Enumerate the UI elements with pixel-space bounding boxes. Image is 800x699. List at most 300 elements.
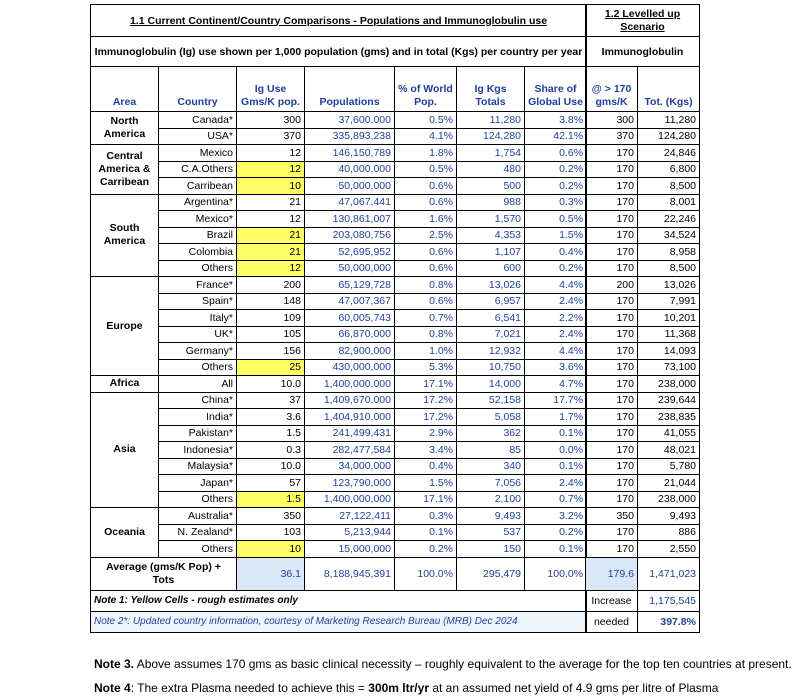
table-row — [91, 244, 587, 261]
ig-kgs-cell: 150 — [457, 541, 525, 558]
totals-share: 100.0% — [525, 557, 587, 590]
world-pop-cell: 0.6% — [395, 244, 457, 261]
table-row — [91, 211, 587, 228]
side-tot-cell: 8,500 — [638, 260, 700, 277]
country-cell: Canada* — [159, 112, 237, 129]
population-cell: 50,000,000 — [305, 260, 395, 277]
world-pop-cell: 0.4% — [395, 458, 457, 475]
table-row — [586, 260, 700, 277]
area-cell: Central America & Carribean — [91, 145, 159, 195]
share-cell: 4.4% — [525, 277, 587, 294]
table-row — [91, 277, 587, 294]
country-cell: Brazil — [159, 227, 237, 244]
share-cell: 0.5% — [525, 211, 587, 228]
table-row — [91, 425, 587, 442]
side-gms-cell: 170 — [586, 293, 638, 310]
population-cell: 37,600,000 — [305, 112, 395, 129]
world-pop-cell: 1.0% — [395, 343, 457, 360]
table-row — [91, 541, 587, 558]
world-pop-cell: 17.2% — [395, 392, 457, 409]
population-cell: 65,129,728 — [305, 277, 395, 294]
table-row — [586, 310, 700, 327]
needed-label: needed — [586, 611, 638, 632]
ig-kgs-cell: 10,750 — [457, 359, 525, 376]
side-tot-cell: 21,044 — [638, 475, 700, 492]
table-row — [91, 524, 587, 541]
table-row — [586, 409, 700, 426]
col-ig-use: Ig Use Gms/K pop. — [237, 67, 305, 112]
population-cell: 1,409,670,000 — [305, 392, 395, 409]
ig-kgs-cell: 11,280 — [457, 112, 525, 129]
col-side-tot: Tot. (Kgs) — [638, 67, 700, 112]
share-cell: 0.3% — [525, 194, 587, 211]
side-gms-cell: 170 — [586, 194, 638, 211]
ig-kgs-cell: 1,754 — [457, 145, 525, 162]
ig-kgs-cell: 1,107 — [457, 244, 525, 261]
side-tot-cell: 10,201 — [638, 310, 700, 327]
col-world-pop: % of World Pop. — [395, 67, 457, 112]
side-tot-cell: 8,001 — [638, 194, 700, 211]
ig-use-cell: 156 — [237, 343, 305, 360]
share-cell: 0.0% — [525, 442, 587, 459]
ig-use-cell: 0.3 — [237, 442, 305, 459]
ig-kgs-cell: 5,058 — [457, 409, 525, 426]
ig-use-cell: 10 — [237, 541, 305, 558]
share-cell: 0.7% — [525, 491, 587, 508]
world-pop-cell: 0.6% — [395, 194, 457, 211]
country-cell: Pakistan* — [159, 425, 237, 442]
side-gms-cell: 170 — [586, 524, 638, 541]
world-pop-cell: 17.1% — [395, 376, 457, 393]
table-row — [586, 194, 700, 211]
ig-kgs-cell: 988 — [457, 194, 525, 211]
world-pop-cell: 0.2% — [395, 541, 457, 558]
note-1: Note 1: Yellow Cells - rough estimates only — [91, 590, 587, 611]
side-tot-cell: 5,780 — [638, 458, 700, 475]
ig-use-cell: 103 — [237, 524, 305, 541]
side-tot-cell: 11,280 — [638, 112, 700, 129]
share-cell: 0.1% — [525, 425, 587, 442]
ig-use-cell: 1.5 — [237, 491, 305, 508]
table-row — [586, 442, 700, 459]
ig-use-cell: 200 — [237, 277, 305, 294]
ig-kgs-cell: 6,541 — [457, 310, 525, 327]
world-pop-cell: 3.4% — [395, 442, 457, 459]
table-row — [91, 128, 587, 145]
table-row — [91, 194, 587, 211]
country-cell: Colombia — [159, 244, 237, 261]
population-cell: 50,000,000 — [305, 178, 395, 195]
world-pop-cell: 17.2% — [395, 409, 457, 426]
col-populations: Populations — [305, 67, 395, 112]
share-cell: 4.7% — [525, 376, 587, 393]
world-pop-cell: 0.5% — [395, 161, 457, 178]
table-row — [586, 178, 700, 195]
population-cell: 47,067,441 — [305, 194, 395, 211]
side-tot-cell: 7,991 — [638, 293, 700, 310]
country-cell: Spain* — [159, 293, 237, 310]
table-row — [586, 425, 700, 442]
population-cell: 123,790,000 — [305, 475, 395, 492]
country-cell: India* — [159, 409, 237, 426]
side-gms-cell: 170 — [586, 178, 638, 195]
world-pop-cell: 0.7% — [395, 310, 457, 327]
country-cell: Others — [159, 491, 237, 508]
table-row — [586, 227, 700, 244]
world-pop-cell: 2.5% — [395, 227, 457, 244]
population-cell: 146,150,789 — [305, 145, 395, 162]
share-cell: 1.5% — [525, 227, 587, 244]
population-cell: 203,080,756 — [305, 227, 395, 244]
side-gms-cell: 170 — [586, 425, 638, 442]
ig-kgs-cell: 124,280 — [457, 128, 525, 145]
ig-kgs-cell: 537 — [457, 524, 525, 541]
world-pop-cell: 0.5% — [395, 112, 457, 129]
main-table — [90, 4, 587, 633]
side-gms-cell: 170 — [586, 541, 638, 558]
side-tot-cell: 886 — [638, 524, 700, 541]
world-pop-cell: 1.8% — [395, 145, 457, 162]
side-gms-cell: 170 — [586, 409, 638, 426]
side-tot-cell: 124,280 — [638, 128, 700, 145]
table-row — [91, 326, 587, 343]
world-pop-cell: 0.1% — [395, 524, 457, 541]
table-row — [91, 145, 587, 162]
population-cell: 52,695,952 — [305, 244, 395, 261]
ig-use-cell: 37 — [237, 392, 305, 409]
country-cell: Mexico* — [159, 211, 237, 228]
table-row — [586, 524, 700, 541]
country-cell: Carribean — [159, 178, 237, 195]
share-cell: 0.2% — [525, 260, 587, 277]
population-cell: 66,870,000 — [305, 326, 395, 343]
country-cell: N. Zealand* — [159, 524, 237, 541]
population-cell: 40,000,000 — [305, 161, 395, 178]
side-gms-cell: 370 — [586, 128, 638, 145]
side-tot-cell: 8,958 — [638, 244, 700, 261]
ig-kgs-cell: 6,957 — [457, 293, 525, 310]
share-cell: 2.4% — [525, 293, 587, 310]
population-cell: 1,400,000,000 — [305, 376, 395, 393]
population-cell: 34,000,000 — [305, 458, 395, 475]
population-cell: 1,400,000,000 — [305, 491, 395, 508]
country-cell: UK* — [159, 326, 237, 343]
side-tot-cell: 22,246 — [638, 211, 700, 228]
table-row — [586, 475, 700, 492]
side-tot-cell: 8,500 — [638, 178, 700, 195]
share-cell: 3.6% — [525, 359, 587, 376]
ig-use-cell: 300 — [237, 112, 305, 129]
population-cell: 60,005,743 — [305, 310, 395, 327]
share-cell: 0.4% — [525, 244, 587, 261]
share-cell: 0.2% — [525, 161, 587, 178]
ig-use-cell: 12 — [237, 161, 305, 178]
world-pop-cell: 0.6% — [395, 178, 457, 195]
population-cell: 1,404,910,000 — [305, 409, 395, 426]
side-gms-cell: 170 — [586, 310, 638, 327]
side-tot-cell: 6,800 — [638, 161, 700, 178]
world-pop-cell: 2.9% — [395, 425, 457, 442]
country-cell: France* — [159, 277, 237, 294]
table-row — [91, 260, 587, 277]
col-side-gms: @ > 170 gms/K — [586, 67, 638, 112]
country-cell: Others — [159, 541, 237, 558]
table-row — [91, 359, 587, 376]
increase-value: 1,175,545 — [638, 590, 700, 611]
col-country: Country — [159, 67, 237, 112]
area-cell: Europe — [91, 277, 159, 376]
world-pop-cell: 5.3% — [395, 359, 457, 376]
side-tot-cell: 34,524 — [638, 227, 700, 244]
totals-row — [91, 557, 587, 590]
ig-use-cell: 10.0 — [237, 376, 305, 393]
share-cell: 0.2% — [525, 524, 587, 541]
ig-use-cell: 21 — [237, 244, 305, 261]
area-cell: Asia — [91, 392, 159, 508]
side-gms-cell: 170 — [586, 475, 638, 492]
share-cell: 4.4% — [525, 343, 587, 360]
world-pop-cell: 17.1% — [395, 491, 457, 508]
side-gms-cell: 170 — [586, 211, 638, 228]
share-cell: 1.7% — [525, 409, 587, 426]
totals-wp: 100.0% — [395, 557, 457, 590]
country-cell: China* — [159, 392, 237, 409]
side-gms-cell: 170 — [586, 359, 638, 376]
table-row — [586, 359, 700, 376]
world-pop-cell: 4.1% — [395, 128, 457, 145]
ig-use-cell: 148 — [237, 293, 305, 310]
country-cell: Mexico — [159, 145, 237, 162]
table-row — [586, 244, 700, 261]
country-cell: Others — [159, 359, 237, 376]
ig-use-cell: 21 — [237, 227, 305, 244]
side-tot-cell: 238,835 — [638, 409, 700, 426]
totals-pop: 8,188,945,391 — [305, 557, 395, 590]
table-row — [91, 491, 587, 508]
area-cell: South America — [91, 194, 159, 277]
note-3: Note 3. Above assumes 170 gms as basic clinical necessity – roughly equivalent to the average for the top ten countries at present. — [94, 657, 792, 671]
table-row — [586, 541, 700, 558]
ig-kgs-cell: 9,493 — [457, 508, 525, 525]
side-gms-cell: 170 — [586, 326, 638, 343]
population-cell: 241,499,431 — [305, 425, 395, 442]
table-row — [586, 293, 700, 310]
totals-ig: 36.1 — [237, 557, 305, 590]
col-share: Share of Global Use — [525, 67, 587, 112]
side-gms-cell: 170 — [586, 145, 638, 162]
world-pop-cell: 1.6% — [395, 211, 457, 228]
ig-use-cell: 105 — [237, 326, 305, 343]
table-row — [91, 161, 587, 178]
table-row — [91, 227, 587, 244]
side-tot-cell: 239,644 — [638, 392, 700, 409]
table-row — [91, 343, 587, 360]
side-tot-cell: 9,493 — [638, 508, 700, 525]
ig-use-cell: 1.5 — [237, 425, 305, 442]
side-tot-cell: 11,368 — [638, 326, 700, 343]
needed-value: 397.8% — [638, 611, 700, 632]
population-cell: 15,000,000 — [305, 541, 395, 558]
ig-use-cell: 350 — [237, 508, 305, 525]
population-cell: 130,861,007 — [305, 211, 395, 228]
side-tot-cell: 73,100 — [638, 359, 700, 376]
country-cell: Indonesia* — [159, 442, 237, 459]
table-row — [91, 392, 587, 409]
side-tot-cell: 48,021 — [638, 442, 700, 459]
table-row — [91, 310, 587, 327]
ig-use-cell: 12 — [237, 211, 305, 228]
ig-kgs-cell: 85 — [457, 442, 525, 459]
ig-kgs-cell: 13,026 — [457, 277, 525, 294]
side-gms-cell: 170 — [586, 376, 638, 393]
ig-kgs-cell: 362 — [457, 425, 525, 442]
note-2: Note 2*: Updated country information, courtesy of Marketing Research Bureau (MRB) Dec 2024 — [91, 611, 587, 632]
country-cell: All — [159, 376, 237, 393]
ig-kgs-cell: 4,353 — [457, 227, 525, 244]
ig-use-cell: 10 — [237, 178, 305, 195]
table-row — [586, 145, 700, 162]
ig-kgs-cell: 14,000 — [457, 376, 525, 393]
ig-kgs-cell: 340 — [457, 458, 525, 475]
share-cell: 0.6% — [525, 145, 587, 162]
side-tot-cell: 24,846 — [638, 145, 700, 162]
table-row — [91, 475, 587, 492]
table-row — [91, 458, 587, 475]
side-gms-cell: 170 — [586, 442, 638, 459]
table-row — [91, 112, 587, 129]
side-tot-cell: 13,026 — [638, 277, 700, 294]
country-cell: Italy* — [159, 310, 237, 327]
table-row — [586, 343, 700, 360]
side-tot-cell: 238,000 — [638, 491, 700, 508]
ig-kgs-cell: 7,021 — [457, 326, 525, 343]
side-gms-cell: 170 — [586, 458, 638, 475]
table-row — [586, 376, 700, 393]
col-ig-kgs: Ig Kgs Totals — [457, 67, 525, 112]
ig-kgs-cell: 7,056 — [457, 475, 525, 492]
country-cell: Japan* — [159, 475, 237, 492]
share-cell: 2.2% — [525, 310, 587, 327]
ig-use-cell: 109 — [237, 310, 305, 327]
side-gms-cell: 170 — [586, 161, 638, 178]
table-row — [91, 376, 587, 393]
ig-use-cell: 12 — [237, 145, 305, 162]
world-pop-cell: 0.8% — [395, 277, 457, 294]
share-cell: 3.2% — [525, 508, 587, 525]
world-pop-cell: 0.3% — [395, 508, 457, 525]
world-pop-cell: 0.6% — [395, 293, 457, 310]
country-cell: C.A.Others — [159, 161, 237, 178]
table-row — [91, 508, 587, 525]
table-row — [586, 211, 700, 228]
side-tot-cell: 14,093 — [638, 343, 700, 360]
share-cell: 0.1% — [525, 458, 587, 475]
population-cell: 5,213,944 — [305, 524, 395, 541]
country-cell: Malaysia* — [159, 458, 237, 475]
population-cell: 82,900,000 — [305, 343, 395, 360]
table-row — [586, 392, 700, 409]
country-cell: Australia* — [159, 508, 237, 525]
ig-use-cell: 12 — [237, 260, 305, 277]
share-cell: 17.7% — [525, 392, 587, 409]
side-gms-cell: 170 — [586, 244, 638, 261]
country-cell: Argentina* — [159, 194, 237, 211]
side-gms-cell: 170 — [586, 343, 638, 360]
side-tot-cell: 2,550 — [638, 541, 700, 558]
side-title: 1.2 Levelled up Scenario — [586, 5, 700, 37]
side-table — [585, 4, 700, 633]
table-row — [586, 161, 700, 178]
table-row — [91, 178, 587, 195]
ig-use-cell: 370 — [237, 128, 305, 145]
col-area: Area — [91, 67, 159, 112]
table-row — [586, 458, 700, 475]
side-tot-cell: 238,000 — [638, 376, 700, 393]
share-cell: 0.2% — [525, 178, 587, 195]
share-cell: 3.8% — [525, 112, 587, 129]
ig-use-cell: 21 — [237, 194, 305, 211]
table-row — [586, 112, 700, 129]
side-gms-cell: 170 — [586, 227, 638, 244]
share-cell: 2.4% — [525, 475, 587, 492]
totals-kgs: 295,479 — [457, 557, 525, 590]
ig-kgs-cell: 2,100 — [457, 491, 525, 508]
ig-kgs-cell: 12,932 — [457, 343, 525, 360]
note-4: Note 4: The extra Plasma needed to achieve this = 300m ltr/yr at an assumed net yield of 4.9 gms per litre of Plasma — [94, 681, 719, 695]
area-cell: Oceania — [91, 508, 159, 558]
share-cell: 0.1% — [525, 541, 587, 558]
table-row — [91, 293, 587, 310]
ig-use-cell: 10.0 — [237, 458, 305, 475]
main-title: 1.1 Current Continent/Country Comparisons - Populations and Immunoglobulin use — [91, 5, 587, 37]
ig-kgs-cell: 52,158 — [457, 392, 525, 409]
population-cell: 27,122,411 — [305, 508, 395, 525]
side-totals-gms: 179.6 — [586, 557, 638, 590]
side-totals-tot: 1,471,023 — [638, 557, 700, 590]
world-pop-cell: 1.5% — [395, 475, 457, 492]
side-gms-cell: 170 — [586, 392, 638, 409]
share-cell: 2.4% — [525, 326, 587, 343]
side-subtitle: Immunoglobulin — [586, 37, 700, 67]
country-cell: USA* — [159, 128, 237, 145]
world-pop-cell: 0.8% — [395, 326, 457, 343]
table-row — [91, 442, 587, 459]
side-gms-cell: 200 — [586, 277, 638, 294]
table-row — [586, 491, 700, 508]
country-cell: Others — [159, 260, 237, 277]
country-cell: Germany* — [159, 343, 237, 360]
area-cell: North America — [91, 112, 159, 145]
table-row — [91, 409, 587, 426]
population-cell: 335,893,238 — [305, 128, 395, 145]
ig-use-cell: 25 — [237, 359, 305, 376]
side-gms-cell: 170 — [586, 491, 638, 508]
population-cell: 430,000,000 — [305, 359, 395, 376]
table-row — [586, 326, 700, 343]
table-row — [586, 277, 700, 294]
ig-kgs-cell: 480 — [457, 161, 525, 178]
ig-kgs-cell: 600 — [457, 260, 525, 277]
area-cell: Africa — [91, 376, 159, 393]
table-row — [586, 508, 700, 525]
side-gms-cell: 350 — [586, 508, 638, 525]
share-cell: 42.1% — [525, 128, 587, 145]
main-subtitle: Immunoglobulin (Ig) use shown per 1,000 population (gms) and in total (Kgs) per country per year — [91, 37, 587, 67]
side-gms-cell: 170 — [586, 260, 638, 277]
population-cell: 47,007,367 — [305, 293, 395, 310]
totals-label: Average (gms/K Pop) + Tots — [91, 557, 237, 590]
ig-kgs-cell: 1,570 — [457, 211, 525, 228]
